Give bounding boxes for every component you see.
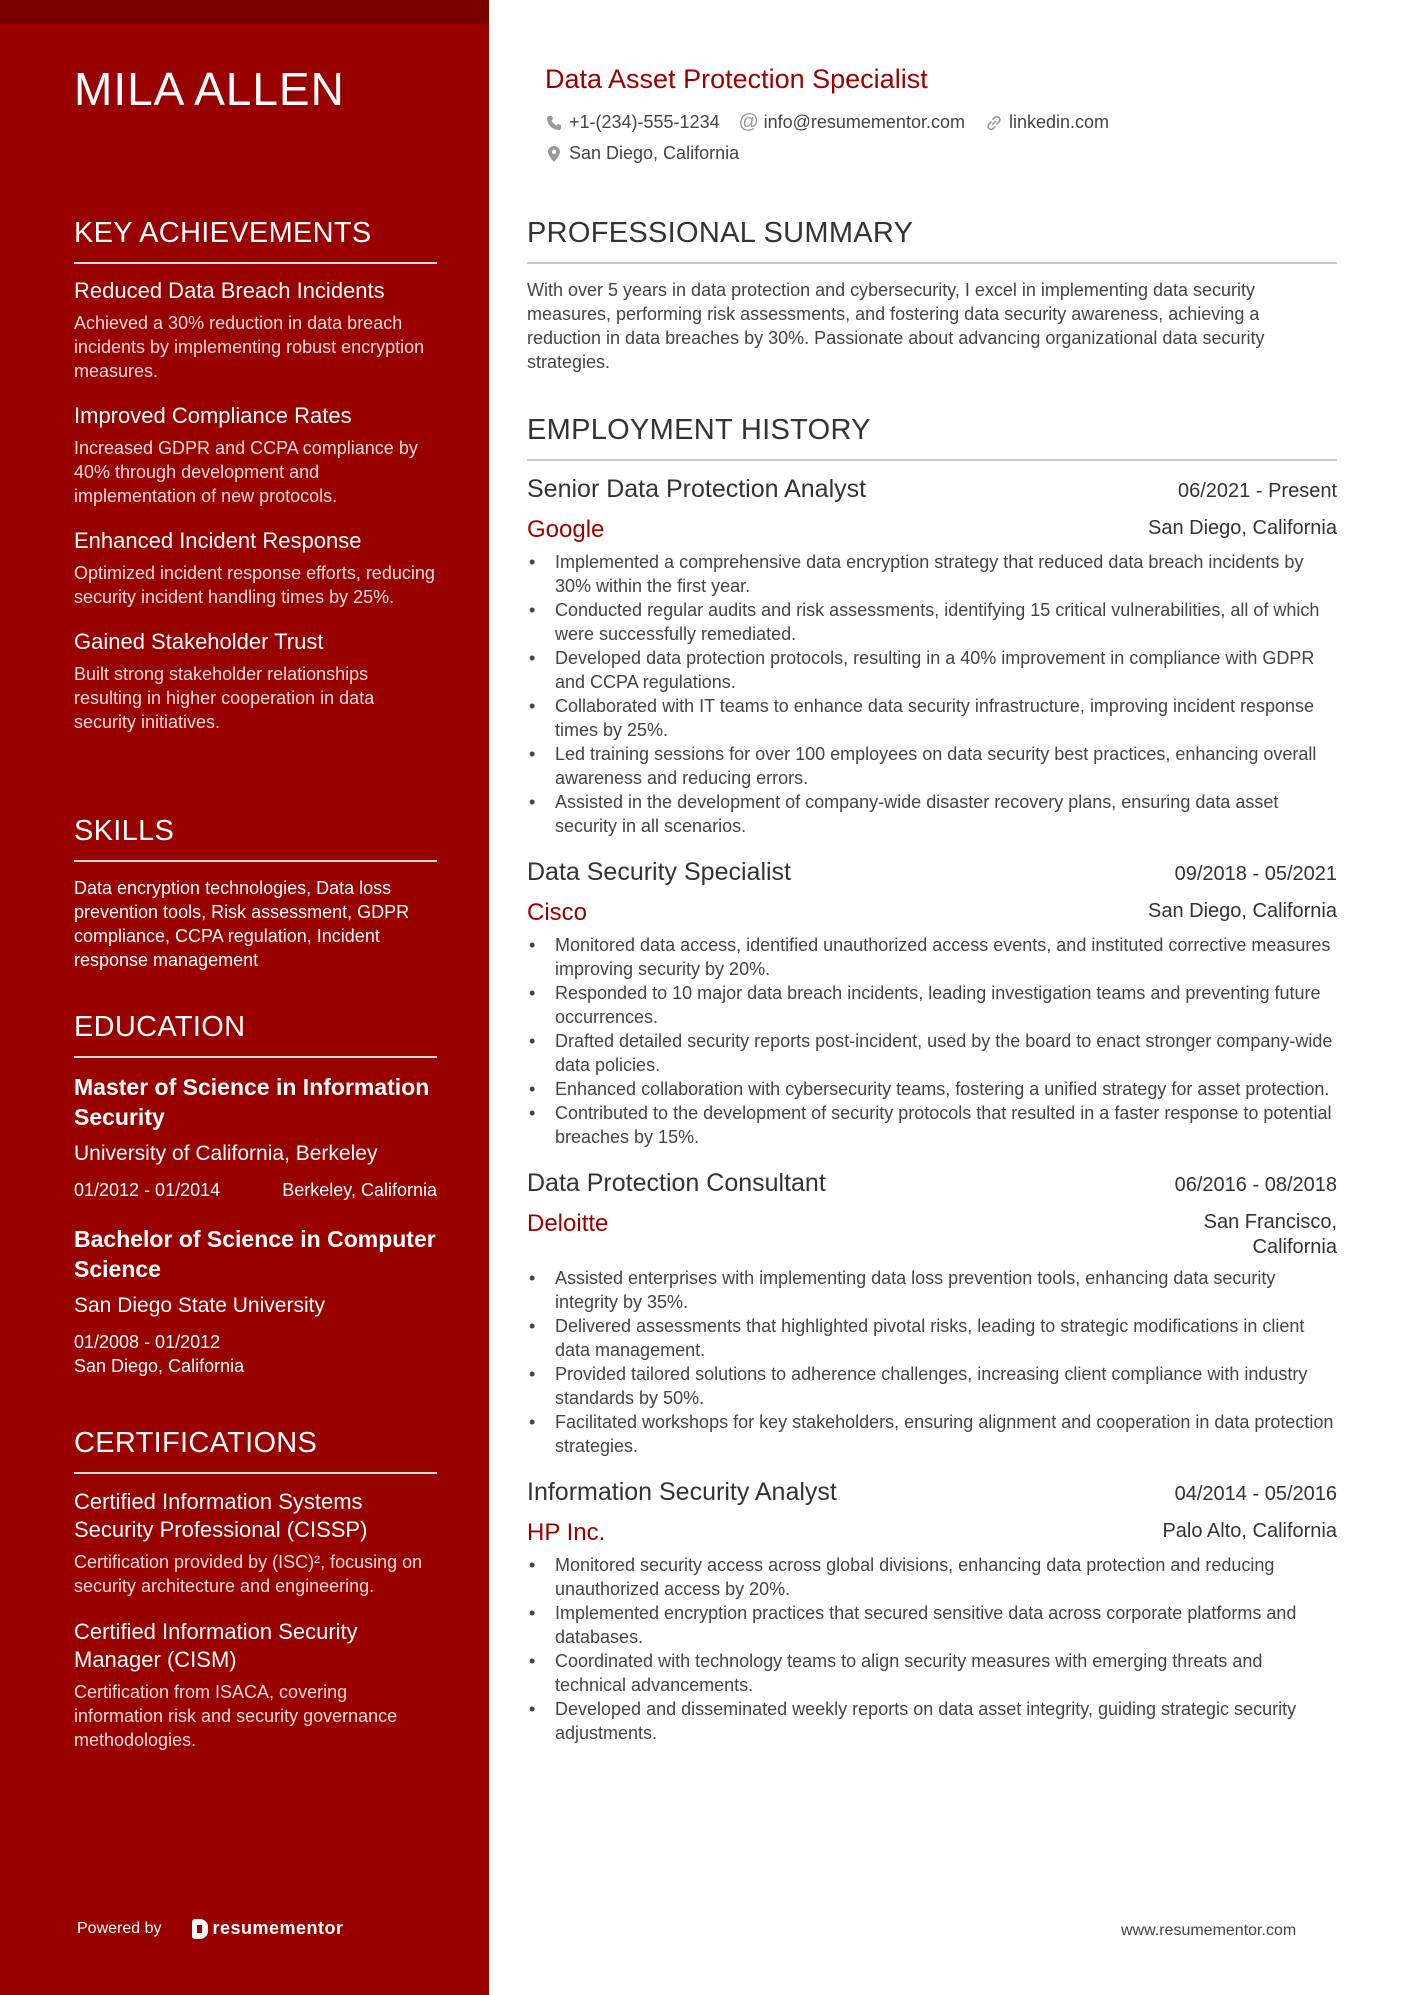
key-achievements-section: [74, 217, 437, 754]
phone-icon: [545, 114, 563, 132]
skills-list: Data encryption technologies, Data loss prevention tools, Risk assessment, GDPR compliance, CCPA regulation, Incident response management: [74, 878, 410, 970]
job-bullet: • Contributed to the development of security protocols that resulted in a faster response to potential breaches by 15%.: [527, 1101, 1337, 1149]
education-degree: Master of Science in Information Security: [74, 1074, 430, 1130]
job-entry: [527, 1478, 1337, 1745]
job-company: Cisco: [527, 899, 588, 926]
education-school: University of California, Berkeley: [74, 1142, 378, 1165]
job-bullet: • Monitored security access across global divisions, enhancing data protection and reducing unauthorized access by 20%.: [527, 1553, 1337, 1601]
email-text: info@resumementor.com: [763, 112, 965, 132]
key-achievements-heading: KEY ACHIEVEMENTS: [74, 217, 437, 264]
job-bullets: [527, 1266, 1337, 1458]
link-icon: [985, 114, 1003, 132]
education-item: [74, 1224, 437, 1378]
job-bullets: [527, 550, 1337, 838]
job-title: Information Security Analyst: [527, 1478, 837, 1506]
achievement-title: Reduced Data Breach Incidents: [74, 278, 385, 303]
employment-history-heading: EMPLOYMENT HISTORY: [527, 414, 1337, 461]
job-bullet: • Coordinated with technology teams to align security measures with emerging threats and technical advancements.: [527, 1649, 1337, 1697]
certifications-section: [74, 1427, 437, 1772]
job-bullet: • Collaborated with IT teams to enhance data security infrastructure, improving incident response times by 25%.: [527, 694, 1337, 742]
professional-summary-heading: PROFESSIONAL SUMMARY: [527, 217, 1337, 264]
job-subheader: [527, 516, 1337, 544]
job-bullet: • Enhanced collaboration with cybersecurity teams, fostering a unified strategy for asset protection.: [527, 1077, 1337, 1101]
job-company: Google: [527, 516, 605, 543]
achievement-item: [74, 528, 437, 609]
location-text: San Diego, California: [569, 143, 740, 163]
certification-title: Certified Information Systems Security Professional (CISSP): [74, 1489, 368, 1542]
job-location: San Francisco, California: [1203, 1211, 1337, 1258]
job-bullets: [527, 933, 1337, 1149]
job-location: San Diego, California: [1148, 900, 1337, 922]
contact-location: [545, 143, 739, 164]
job-bullet: • Delivered assessments that highlighted pivotal risks, leading to strategic modifications in client data management.: [527, 1314, 1337, 1362]
contact-phone[interactable]: [545, 112, 720, 133]
powered-by-label: Powered by: [77, 1919, 162, 1937]
job-bullet: • Implemented a comprehensive data encryption strategy that reduced data breach incidents by 30% within the first year.: [527, 550, 1337, 598]
job-entry: [527, 475, 1337, 838]
certification-desc: Certification from ISACA, covering information risk and security governance methodologies.: [74, 1682, 398, 1750]
education-meta: [74, 1330, 437, 1378]
job-headline: Data Asset Protection Specialist: [545, 64, 928, 94]
candidate-name: MILA ALLEN: [74, 63, 345, 115]
linkedin-text: linkedin.com: [1008, 112, 1110, 132]
achievement-title: Gained Stakeholder Trust: [74, 629, 324, 654]
skills-section: [74, 815, 437, 972]
job-header: [527, 858, 1337, 887]
job-bullet: • Conducted regular audits and risk assessments, identifying 15 critical vulnerabilities, all of which were successfully remediated.: [527, 598, 1337, 646]
job-company: HP Inc.: [527, 1519, 606, 1546]
sidebar-top-bar: [0, 0, 489, 24]
job-title: Data Security Specialist: [527, 858, 792, 886]
certification-item: [74, 1618, 437, 1752]
achievement-desc: Optimized incident response efforts, reducing security incident handling times by 25%.: [74, 563, 435, 607]
job-dates: 04/2014 - 05/2016: [1174, 1483, 1337, 1505]
contact-row: [545, 143, 1335, 164]
certification-item: [74, 1488, 437, 1598]
professional-summary-section: [527, 217, 1337, 374]
contact-linkedin[interactable]: [985, 112, 1109, 133]
brand-name: resumementor: [212, 1918, 344, 1938]
job-location: Palo Alto, California: [1162, 1520, 1337, 1542]
job-company: Deloitte: [527, 1210, 609, 1237]
education-location: Berkeley, California: [282, 1180, 437, 1200]
contact-info: [545, 112, 1335, 174]
job-bullet: • Assisted in the development of company-wide disaster recovery plans, ensuring data asset security in all scenarios.: [527, 790, 1337, 838]
achievement-desc: Achieved a 30% reduction in data breach incidents by implementing robust encryption measures.: [74, 313, 425, 381]
contact-row: [545, 112, 1335, 133]
job-bullet: • Drafted detailed security reports post-incident, used by the board to enact stronger company-wide data policies.: [527, 1029, 1337, 1077]
job-bullets: [527, 1553, 1337, 1745]
job-header: [527, 475, 1337, 504]
location-pin-icon: [545, 145, 563, 163]
skills-heading: SKILLS: [74, 815, 437, 862]
powered-by: [77, 1918, 344, 1939]
contact-email[interactable]: [740, 112, 965, 133]
achievement-item: [74, 629, 437, 734]
job-subheader: [527, 1210, 1337, 1260]
brand-logo-icon: [192, 1919, 208, 1939]
job-bullet: • Developed data protection protocols, resulting in a 40% improvement in compliance with GDPR and CCPA regulations.: [527, 646, 1337, 694]
job-bullet: • Monitored data access, identified unauthorized access events, and instituted corrective measures improving security by 20%.: [527, 933, 1337, 981]
employment-history-section: [527, 414, 1337, 1765]
job-bullet: • Developed and disseminated weekly reports on data asset integrity, guiding strategic security adjustments.: [527, 1697, 1337, 1745]
job-dates: 06/2021 - Present: [1178, 480, 1337, 502]
job-entry: [527, 1169, 1337, 1458]
job-bullet: • Facilitated workshops for key stakeholders, ensuring alignment and cooperation in data protection strategies.: [527, 1410, 1337, 1458]
education-dates: 01/2012 - 01/2014: [74, 1180, 221, 1200]
job-subheader: [527, 1519, 1337, 1547]
achievement-desc: Increased GDPR and CCPA compliance by 40% through development and implementation of new protocols.: [74, 438, 418, 506]
achievement-item: [74, 403, 437, 508]
job-bullet: • Responded to 10 major data breach incidents, leading investigation teams and preventing future occurrences.: [527, 981, 1337, 1029]
education-degree: Bachelor of Science in Computer Science: [74, 1226, 436, 1282]
certification-title: Certified Information Security Manager (CISM): [74, 1619, 358, 1672]
job-header: [527, 1169, 1337, 1198]
certifications-heading: CERTIFICATIONS: [74, 1427, 437, 1474]
education-location: San Diego, California: [74, 1356, 245, 1376]
education-dates: 01/2008 - 01/2012: [74, 1332, 221, 1352]
summary-text: With over 5 years in data protection and cybersecurity, I excel in implementing data security measures, performing risk assessments, and fostering data security awareness, achieving a reduction in data breaches by 30%. Passionate about advancing organizational data security strategies.: [527, 280, 1265, 372]
achievement-title: Improved Compliance Rates: [74, 403, 352, 428]
achievement-desc: Built strong stakeholder relationships resulting in higher cooperation in data security initiatives.: [74, 664, 375, 732]
job-bullet: • Provided tailored solutions to adherence challenges, increasing client compliance with industry standards by 50%.: [527, 1362, 1337, 1410]
achievement-title: Enhanced Incident Response: [74, 528, 362, 553]
job-location: San Diego, California: [1148, 517, 1337, 539]
education-school: San Diego State University: [74, 1294, 325, 1317]
job-title: Data Protection Consultant: [527, 1169, 826, 1197]
job-header: [527, 1478, 1337, 1507]
job-dates: 09/2018 - 05/2021: [1174, 863, 1337, 885]
achievement-item: [74, 278, 437, 383]
job-entry: [527, 858, 1337, 1149]
certification-desc: Certification provided by (ISC)², focusing on security architecture and engineering.: [74, 1552, 423, 1596]
at-sign-icon: @: [738, 111, 759, 133]
job-bullet: • Assisted enterprises with implementing data loss prevention tools, enhancing data security integrity by 35%.: [527, 1266, 1337, 1314]
job-title: Senior Data Protection Analyst: [527, 475, 867, 503]
job-dates: 06/2016 - 08/2018: [1174, 1174, 1337, 1196]
education-item: [74, 1072, 437, 1202]
job-bullet: • Implemented encryption practices that secured sensitive data across corporate platforms and databases.: [527, 1601, 1337, 1649]
job-bullet: • Led training sessions for over 100 employees on data security best practices, enhancing overall awareness and reducing errors.: [527, 742, 1337, 790]
job-subheader: [527, 899, 1337, 927]
brand-logo[interactable]: [192, 1918, 344, 1939]
phone-text: +1-(234)-555-1234: [569, 112, 720, 132]
education-meta: [74, 1178, 437, 1202]
education-section: [74, 1011, 437, 1400]
education-heading: EDUCATION: [74, 1011, 437, 1058]
footer-url[interactable]: www.resumementor.com: [1121, 1922, 1297, 1939]
sidebar: [0, 0, 489, 1995]
